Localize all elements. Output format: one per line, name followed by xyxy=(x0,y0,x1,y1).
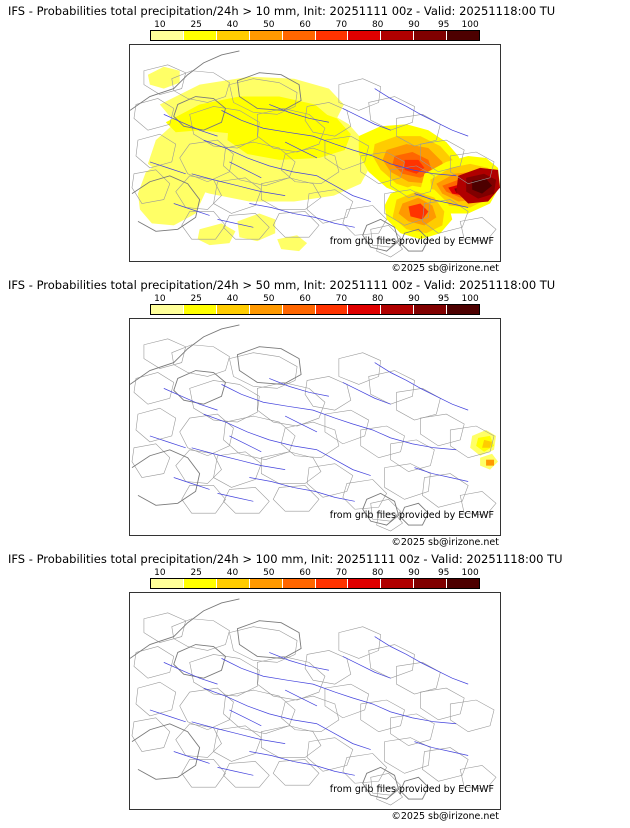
legend-swatch xyxy=(282,305,315,314)
legend-tick: 100 xyxy=(461,20,479,30)
legend-colorbar xyxy=(150,578,480,589)
legend-swatch xyxy=(151,305,183,314)
legend-tick: 95 xyxy=(437,20,450,30)
map-borders xyxy=(132,339,496,531)
legend-swatch xyxy=(216,305,249,314)
legend-swatch xyxy=(249,305,282,314)
legend-swatch xyxy=(446,579,479,588)
legend-swatch xyxy=(380,305,413,314)
legend-tick: 100 xyxy=(461,568,479,578)
map-10mm[interactable] xyxy=(129,44,501,262)
legend-tick: 40 xyxy=(226,20,239,30)
panel-title-100mm: IFS - Probabilities total precipitation/24h > 100 mm, Init: 20251111 00z - Valid: 20251118:00 TU xyxy=(8,552,563,566)
grib-credit: from grib files provided by ECMWF xyxy=(329,510,494,521)
grib-credit: from grib files provided by ECMWF xyxy=(329,784,494,795)
legend-swatch xyxy=(183,579,216,588)
legend-tick: 50 xyxy=(263,294,275,304)
legend-swatch xyxy=(249,31,282,40)
panel-100mm xyxy=(0,548,630,822)
legend-swatch xyxy=(216,579,249,588)
panel-title-50mm: IFS - Probabilities total precipitation/24h > 50 mm, Init: 20251111 00z - Valid: 20251118:00 TU xyxy=(8,278,556,292)
legend-swatch xyxy=(315,305,348,314)
legend-50mm xyxy=(150,294,480,316)
legend-tick: 50 xyxy=(263,568,275,578)
legend-tick: 90 xyxy=(408,294,420,304)
legend-swatch xyxy=(347,579,380,588)
legend-tick: 10 xyxy=(154,294,166,304)
legend-swatch xyxy=(315,31,348,40)
legend-tick: 40 xyxy=(226,568,239,578)
coastline xyxy=(130,599,428,799)
legend-swatch xyxy=(183,31,216,40)
legend-swatch xyxy=(446,305,479,314)
legend-tick: 60 xyxy=(299,294,311,304)
legend-swatch xyxy=(282,579,315,588)
panel-50mm xyxy=(0,274,630,548)
legend-tick: 25 xyxy=(190,20,202,30)
legend-swatch xyxy=(151,31,183,40)
legend-100mm xyxy=(150,568,480,590)
panel-title-10mm: IFS - Probabilities total precipitation/24h > 10 mm, Init: 20251111 00z - Valid: 20251118:00 TU xyxy=(8,4,556,18)
legend-swatch xyxy=(347,31,380,40)
legend-swatch xyxy=(347,305,380,314)
legend-swatch xyxy=(413,305,446,314)
legend-tick: 80 xyxy=(371,20,384,30)
legend-tick: 70 xyxy=(335,20,348,30)
legend-swatch xyxy=(380,579,413,588)
legend-tick: 90 xyxy=(408,20,420,30)
probability-field xyxy=(138,67,500,251)
legend-tick: 10 xyxy=(154,568,166,578)
legend-tick: 60 xyxy=(299,568,311,578)
copyright-notice: ©2025 sb@irizone.net xyxy=(391,811,499,822)
legend-tick: 80 xyxy=(371,568,384,578)
map-borders xyxy=(132,613,496,805)
legend-swatch xyxy=(282,31,315,40)
legend-swatch xyxy=(315,579,348,588)
grib-credit: from grib files provided by ECMWF xyxy=(329,236,494,247)
legend-tick: 90 xyxy=(408,568,420,578)
legend-swatch xyxy=(413,579,446,588)
legend-tick: 70 xyxy=(335,568,348,578)
legend-swatch xyxy=(216,31,249,40)
legend-swatch xyxy=(249,579,282,588)
legend-tick: 10 xyxy=(154,20,166,30)
map-100mm[interactable] xyxy=(129,592,501,810)
legend-tick: 60 xyxy=(299,20,311,30)
legend-tick: 100 xyxy=(461,294,479,304)
legend-swatch xyxy=(380,31,413,40)
legend-tick: 70 xyxy=(335,294,348,304)
legend-10mm xyxy=(150,20,480,42)
map-50mm[interactable] xyxy=(129,318,501,536)
coastline xyxy=(130,325,428,525)
copyright-notice: ©2025 sb@irizone.net xyxy=(391,537,499,548)
panel-10mm xyxy=(0,0,630,274)
legend-tick: 50 xyxy=(263,20,275,30)
legend-swatch xyxy=(151,579,183,588)
legend-swatch xyxy=(413,31,446,40)
copyright-notice: ©2025 sb@irizone.net xyxy=(391,263,499,274)
legend-colorbar xyxy=(150,304,480,315)
legend-tick: 95 xyxy=(437,568,450,578)
legend-tick: 40 xyxy=(226,294,239,304)
legend-swatch xyxy=(446,31,479,40)
legend-swatch xyxy=(183,305,216,314)
legend-tick: 95 xyxy=(437,294,450,304)
legend-tick: 80 xyxy=(371,294,384,304)
legend-tick: 25 xyxy=(190,294,202,304)
legend-tick: 25 xyxy=(190,568,202,578)
legend-ticks xyxy=(150,568,480,578)
legend-ticks xyxy=(150,20,480,30)
legend-colorbar xyxy=(150,30,480,41)
legend-ticks xyxy=(150,294,480,304)
